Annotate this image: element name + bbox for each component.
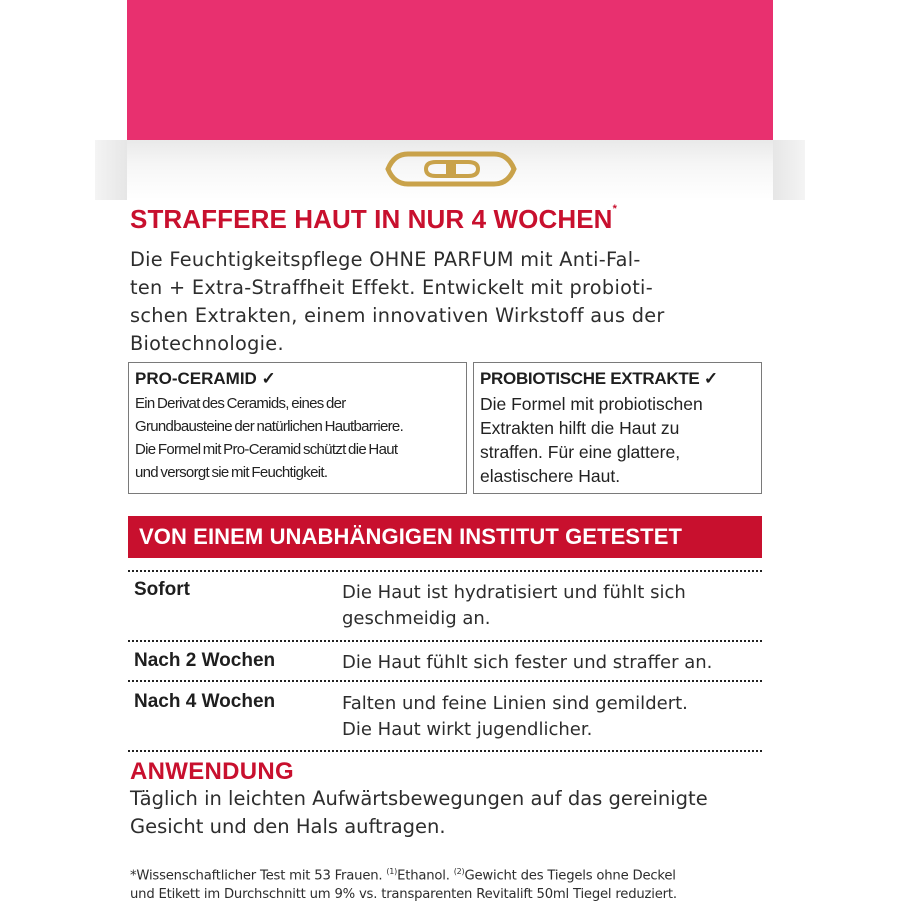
feature-line: elastischere Haut.: [480, 466, 621, 486]
feature-text: [480, 392, 753, 488]
intro-line: ten + Extra-Straffheit Effekt. Entwickelt mit probioti-: [130, 276, 653, 299]
feature-line: Grundbausteine der natürlichen Hautbarriere.: [135, 418, 404, 435]
result-text-4-wochen: [342, 691, 762, 743]
result-line: Die Haut wirkt jugendlicher.: [342, 719, 593, 740]
dotted-divider: [128, 750, 762, 752]
footnote-ref: (2): [453, 867, 465, 876]
headline: [130, 204, 617, 235]
result-line: Die Haut ist hydratisiert und fühlt sich: [342, 582, 686, 603]
usage-title: ANWENDUNG: [130, 758, 295, 785]
box-edge-right: [773, 140, 805, 200]
dotted-divider: [128, 680, 762, 682]
usage-line: Gesicht und den Hals auftragen.: [130, 815, 446, 838]
intro-line: Biotechnologie.: [130, 332, 284, 355]
tested-banner: VON EINEM UNABHÄNGIGEN INSTITUT GETESTET: [128, 516, 762, 558]
usage-text: [130, 785, 770, 841]
dotted-divider: [128, 570, 762, 572]
footnote-ref: (1): [386, 867, 398, 876]
usage-line: Täglich in leichten Aufwärtsbewegungen auf das gereinigte: [130, 787, 708, 810]
feature-line: Die Formel mit probiotischen: [480, 394, 703, 414]
intro-line: schen Extrakten, einem innovativen Wirkstoff aus der: [130, 304, 665, 327]
result-label-sofort: Sofort: [134, 579, 190, 600]
pink-header-band: [127, 0, 773, 142]
result-text-2-wochen: [342, 650, 762, 676]
feature-title: PROBIOTISCHE EXTRAKTE ✓: [480, 369, 718, 388]
result-line: Falten und feine Linien sind gemildert.: [342, 693, 688, 714]
box-edge-left: [95, 140, 127, 200]
footnote-part: Gewicht des Tiegels ohne Deckel: [464, 868, 676, 884]
headline-marker: *: [612, 203, 617, 215]
feature-line: Ein Derivat des Ceramids, eines der: [135, 395, 346, 412]
dotted-divider: [128, 640, 762, 642]
footnote-part: Ethanol.: [397, 868, 454, 884]
footnote: [130, 862, 790, 904]
feature-box-probiotische-extrakte: [473, 362, 762, 494]
result-line: geschmeidig an.: [342, 608, 491, 629]
feature-box-pro-ceramid: [128, 362, 467, 494]
intro-line: Die Feuchtigkeitspflege OHNE PARFUM mit Anti-Fal-: [130, 248, 641, 271]
feature-text: [135, 392, 458, 484]
footnote-line: und Etikett im Durchschnitt um 9% vs. transparenten Revitalift 50ml Tiegel reduziert.: [130, 887, 677, 903]
result-label-2-wochen: Nach 2 Wochen: [134, 650, 276, 671]
feature-line: Extrakten hilft die Haut zu: [480, 418, 680, 438]
footnote-part: *Wissenschaftlicher Test mit 53 Frauen.: [130, 868, 387, 884]
feature-line: Die Formel mit Pro-Ceramid schützt die Haut: [135, 441, 398, 458]
feature-line: straffen. Für eine glattere,: [480, 442, 681, 462]
result-line: Die Haut fühlt sich fester und straffer an.: [342, 652, 713, 673]
feature-line: und versorgt sie mit Feuchtigkeit.: [135, 464, 328, 481]
result-text-sofort: [342, 580, 762, 632]
feature-title: PRO-CERAMID ✓: [135, 369, 276, 388]
paris-emblem-icon: [384, 150, 518, 188]
intro-paragraph: [130, 246, 770, 358]
result-label-4-wochen: Nach 4 Wochen: [134, 691, 276, 712]
headline-text: STRAFFERE HAUT IN NUR 4 WOCHEN: [130, 204, 613, 234]
